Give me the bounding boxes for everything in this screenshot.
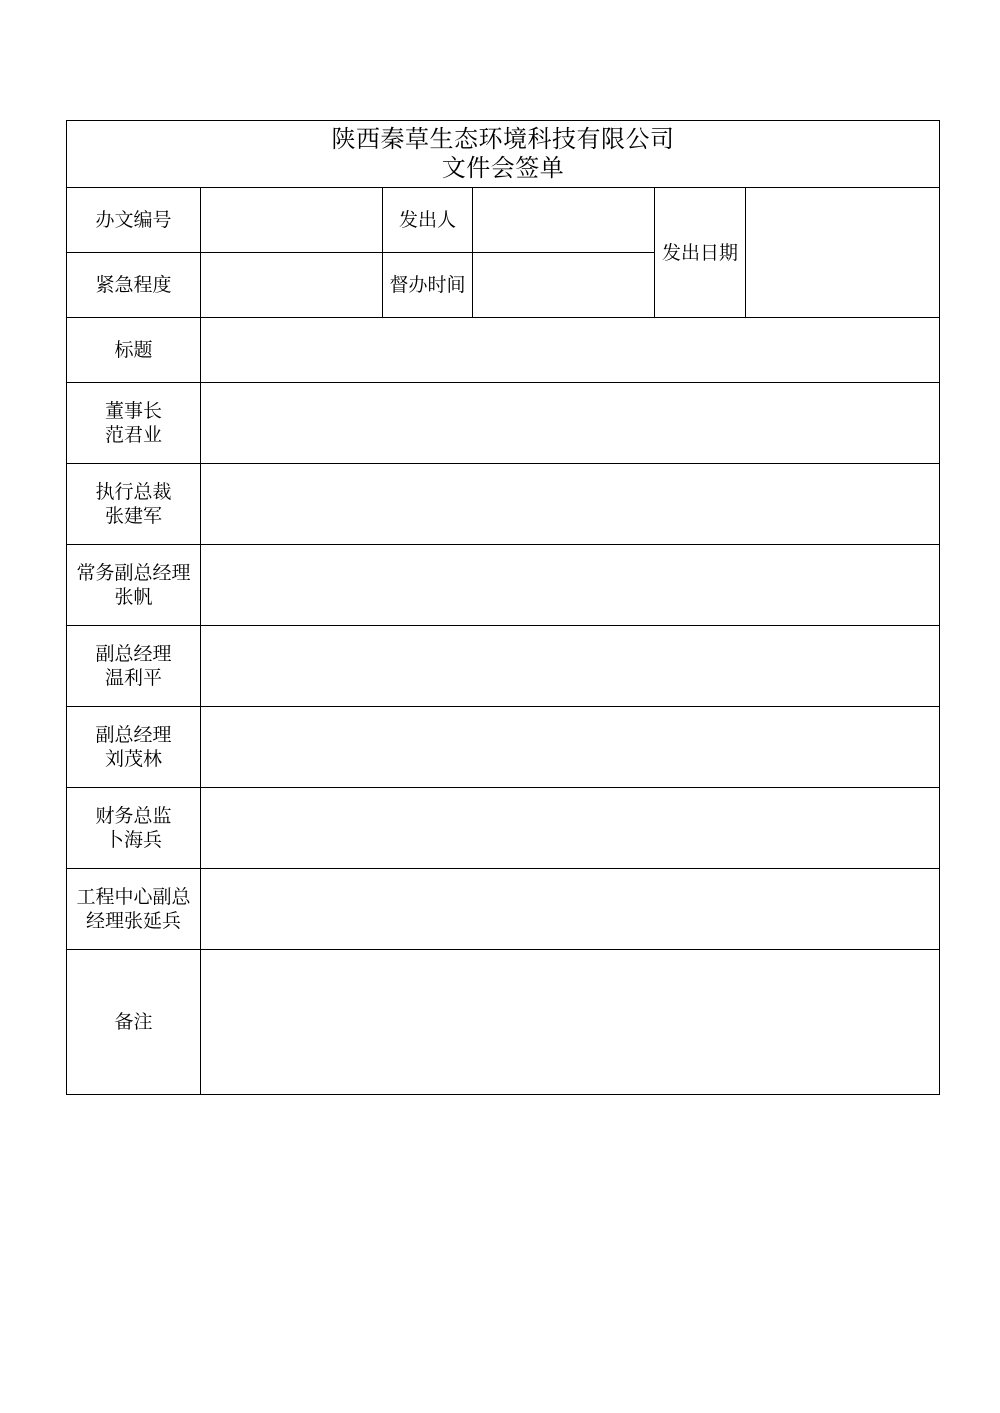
signer-label bbox=[67, 788, 201, 869]
doc-number-label: 办文编号 bbox=[67, 188, 201, 253]
signer-row-chairman bbox=[67, 383, 940, 464]
signer-role: 董事长 bbox=[104, 400, 162, 422]
signer-role: 副总经理 bbox=[95, 643, 172, 665]
signer-role: 副总经理 bbox=[95, 724, 172, 746]
urgency-label: 紧急程度 bbox=[67, 253, 201, 318]
supervise-time-label: 督办时间 bbox=[383, 253, 473, 318]
signer-row-cfo bbox=[67, 788, 940, 869]
form-title: 文件会签单 bbox=[441, 154, 565, 182]
signature-field[interactable] bbox=[201, 707, 940, 788]
signer-row-engineering-vp bbox=[67, 869, 940, 950]
signature-field[interactable] bbox=[201, 788, 940, 869]
urgency-field[interactable] bbox=[201, 253, 383, 318]
signer-name: 张建军 bbox=[104, 505, 162, 527]
signer-row-executive-president bbox=[67, 464, 940, 545]
countersign-form bbox=[66, 120, 940, 1095]
supervise-time-field[interactable] bbox=[473, 253, 655, 318]
form-header bbox=[67, 121, 940, 188]
signer-role: 财务总监 bbox=[95, 805, 172, 827]
signer-name: 刘茂林 bbox=[104, 748, 162, 770]
signature-field[interactable] bbox=[201, 869, 940, 950]
signer-row-vp-wen bbox=[67, 626, 940, 707]
signer-name: 温利平 bbox=[104, 667, 162, 689]
signer-name: 卜海兵 bbox=[104, 829, 162, 851]
signer-row-executive-vp bbox=[67, 545, 940, 626]
signer-label bbox=[67, 707, 201, 788]
subject-label: 标题 bbox=[67, 318, 201, 383]
signature-field[interactable] bbox=[201, 626, 940, 707]
doc-number-field[interactable] bbox=[201, 188, 383, 253]
company-name: 陕西秦草生态环境科技有限公司 bbox=[331, 125, 675, 153]
signer-name: 张帆 bbox=[114, 586, 153, 608]
signer-label bbox=[67, 545, 201, 626]
signer-label bbox=[67, 464, 201, 545]
signature-field[interactable] bbox=[201, 464, 940, 545]
signer-label bbox=[67, 626, 201, 707]
signature-field[interactable] bbox=[201, 383, 940, 464]
sender-field[interactable] bbox=[473, 188, 655, 253]
signature-field[interactable] bbox=[201, 545, 940, 626]
signer-label bbox=[67, 869, 201, 950]
subject-field[interactable] bbox=[201, 318, 940, 383]
sender-label: 发出人 bbox=[383, 188, 473, 253]
signer-role: 常务副总经理 bbox=[76, 562, 191, 584]
signer-name: 范君业 bbox=[104, 424, 162, 446]
signer-role: 工程中心副总 bbox=[76, 886, 191, 908]
signer-label bbox=[67, 383, 201, 464]
signer-name: 经理张延兵 bbox=[85, 910, 181, 932]
signer-role: 执行总裁 bbox=[95, 481, 172, 503]
signer-row-vp-liu bbox=[67, 707, 940, 788]
remarks-field[interactable] bbox=[201, 950, 940, 1095]
remarks-label: 备注 bbox=[67, 950, 201, 1095]
send-date-field[interactable] bbox=[746, 188, 940, 318]
send-date-label: 发出日期 bbox=[655, 188, 746, 318]
